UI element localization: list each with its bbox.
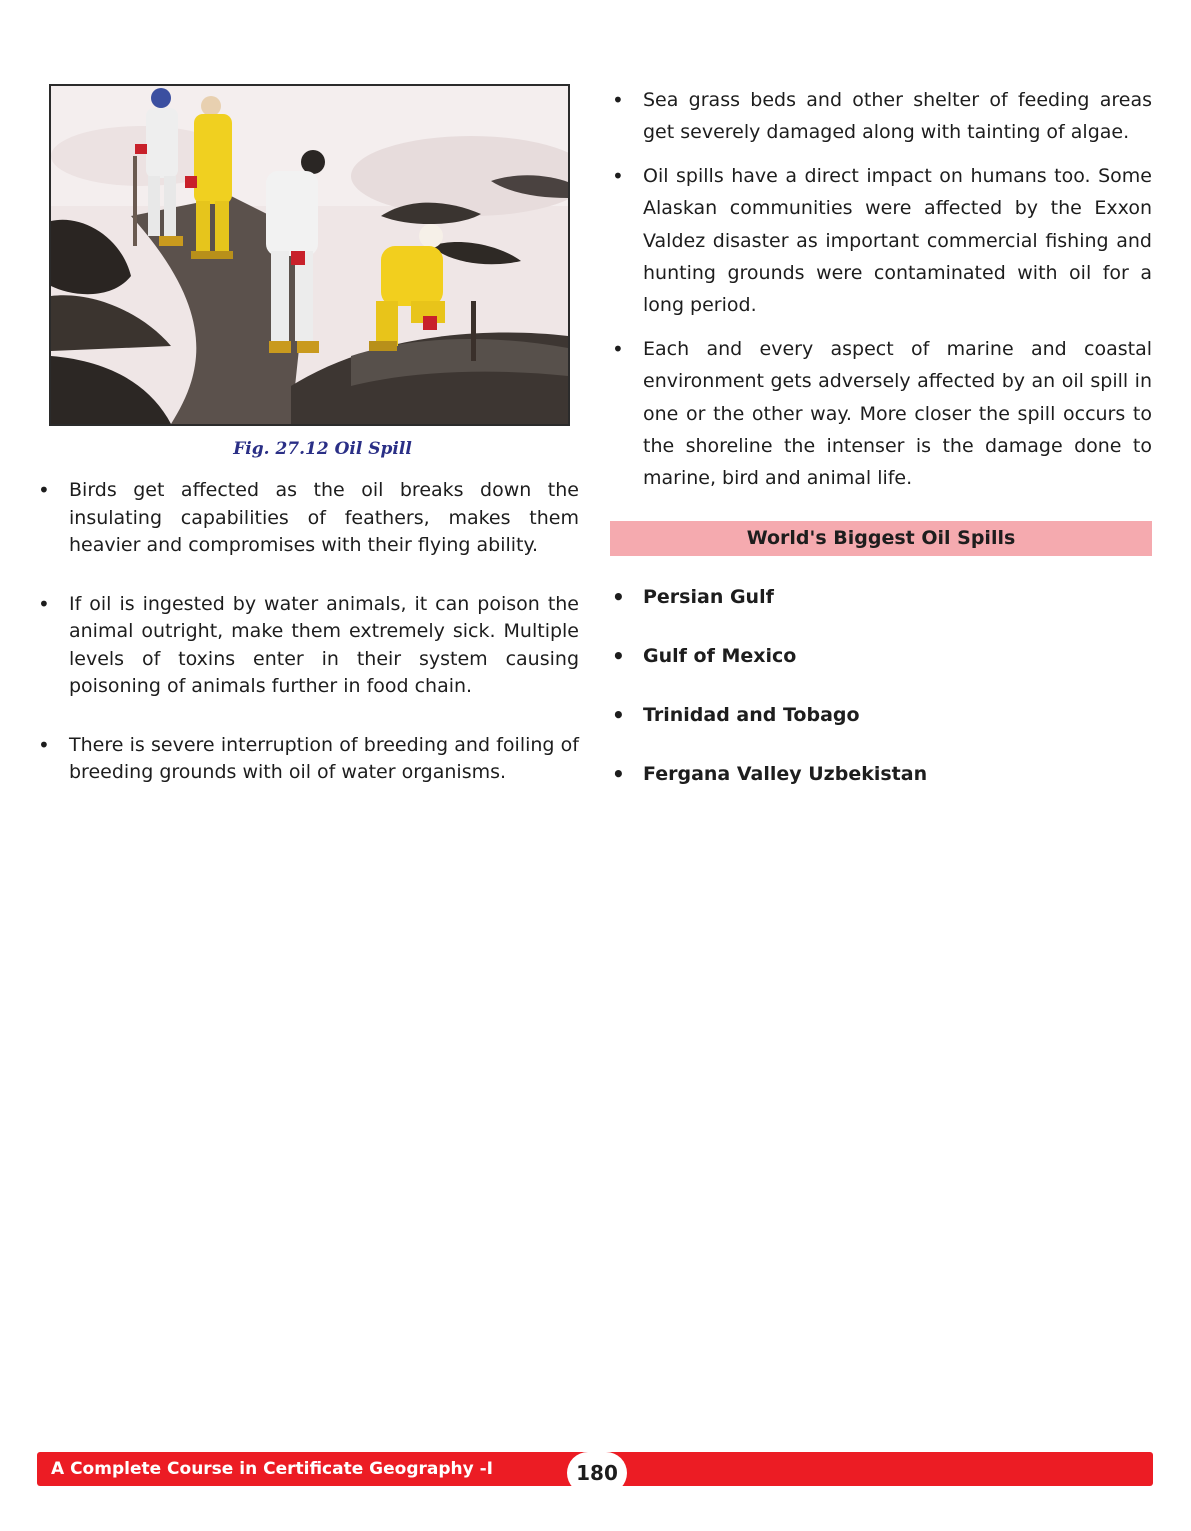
- list-item: • Oil spills have a direct impact on humans too. Some Alaskan communities were affected by the Exxon Valdez disaster as important commercial fishing and hunting grounds were contaminated with oil for a long period.: [610, 160, 1152, 322]
- list-item: • Each and every aspect of marine and coastal environment gets adversely affected by an oil spill in one or the other way. More closer the spill occurs to the shoreline the intenser is the damage done to marine, bird and animal life.: [610, 333, 1152, 495]
- list-item: • There is severe interruption of breeding and foiling of breeding grounds with oil of water organisms.: [36, 732, 579, 787]
- left-bullet-list: [36, 477, 579, 787]
- list-item: • Sea grass beds and other shelter of feeding areas get severely damaged along with tainting of algae.: [610, 84, 1152, 149]
- list-item: • Persian Gulf: [610, 580, 1152, 614]
- list-item: • If oil is ingested by water animals, it can poison the animal outright, make them extremely sick. Multiple levels of toxins enter in their system causing poisoning of animals further in food chain.: [36, 591, 579, 701]
- list-item: • Fergana Valley Uzbekistan: [610, 757, 1152, 791]
- left-column: [36, 84, 579, 818]
- page-number: 180: [567, 1452, 627, 1494]
- figure-caption: Fig. 27.12 Oil Spill: [233, 439, 412, 459]
- oil-spill-illustration: [51, 86, 568, 424]
- list-item: • Gulf of Mexico: [610, 639, 1152, 673]
- right-column: [610, 84, 1152, 816]
- section-heading: World's Biggest Oil Spills: [610, 521, 1152, 556]
- oil-spill-list: [610, 580, 1152, 791]
- list-item: • Birds get affected as the oil breaks down the insulating capabilities of feathers, makes them heavier and compromises with their flying ability.: [36, 477, 579, 560]
- book-title: A Complete Course in Certificate Geography -I: [51, 1459, 494, 1479]
- oil-spill-photo: [49, 84, 570, 426]
- right-bullet-list: [610, 84, 1152, 495]
- list-item: • Trinidad and Tobago: [610, 698, 1152, 732]
